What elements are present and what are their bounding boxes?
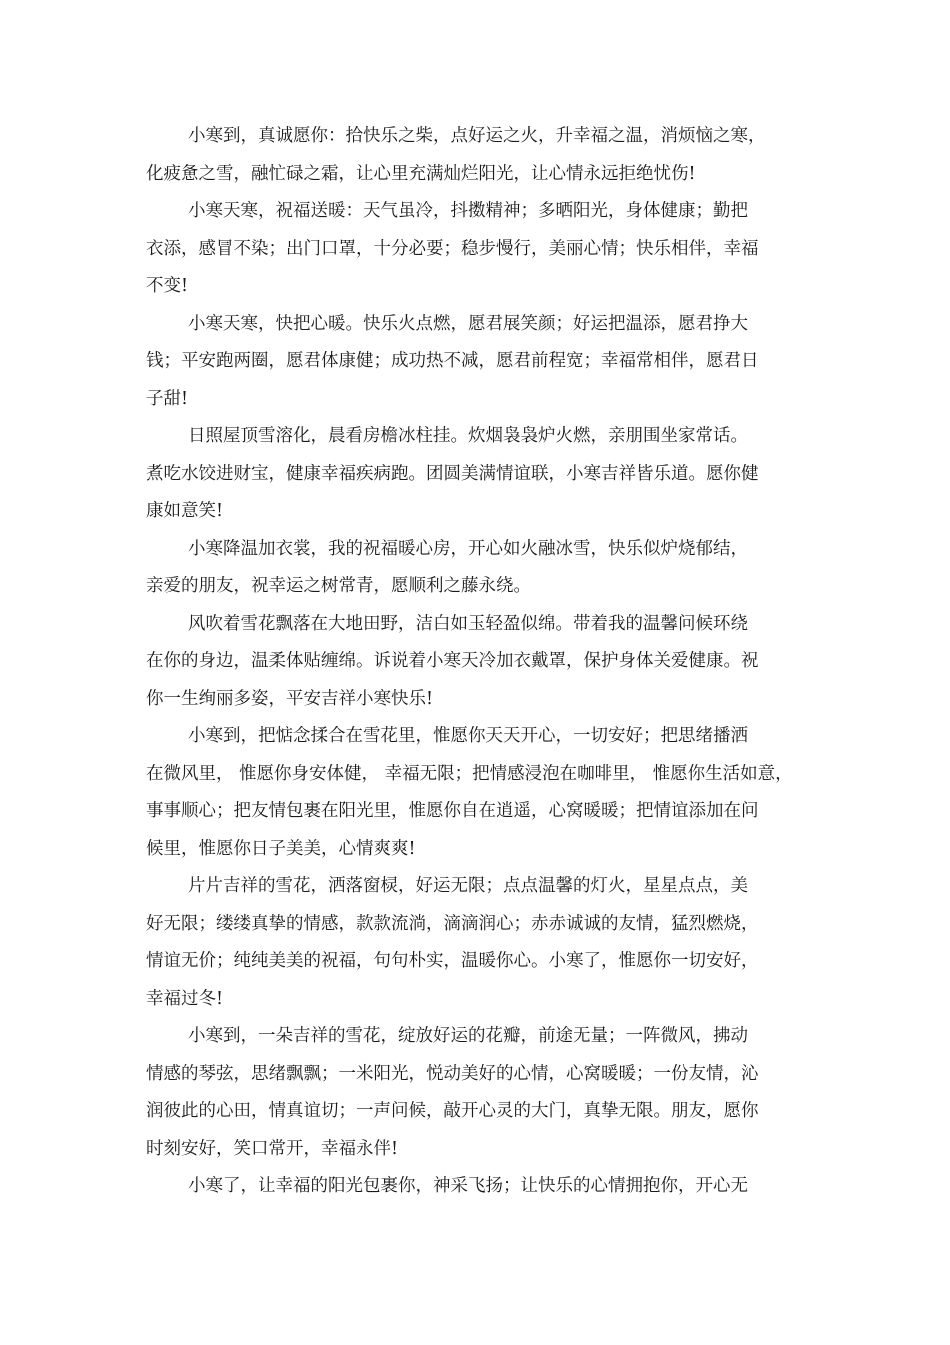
paragraph-3 (146, 306, 806, 419)
paragraph-7 (146, 718, 806, 868)
text-line: 小寒天寒，祝福送暖：天气虽冷，抖擞精神；多晒阳光，身体健康；勤把 (188, 201, 748, 221)
text-line: 情感的琴弦，思绪飘飘；一米阳光，悦动美好的心情，心窝暖暖；一份友情，沁 (146, 1063, 759, 1084)
text-line: 事事顺心；把友情包裹在阳光里，惟愿你自在逍遥，心窝暖暖；把情谊添加在问 (146, 801, 759, 821)
text-line: 日照屋顶雪溶化，晨看房檐冰柱挂。炊烟袅袅炉火燃，亲朋围坐家常话。 (188, 426, 748, 446)
text-line: 时刻安好，笑口常开，幸福永伴! (146, 1138, 399, 1159)
paragraph-4 (146, 418, 806, 531)
text-line: 煮吃水饺进财宝，健康幸福疾病跑。团圆美满情谊联，小寒吉祥皆乐道。愿你健 (146, 463, 759, 484)
text-line: 小寒了，让幸福的阳光包裹你，神采飞扬；让快乐的心情拥抱你，开心无 (188, 1176, 748, 1196)
paragraph-2 (146, 193, 806, 306)
text-line: 好无限；缕缕真挚的情感，款款流淌，滴滴润心；赤赤诚诚的友情，猛烈燃烧， (146, 913, 759, 934)
paragraph-10 (146, 1168, 806, 1206)
text-line: 小寒到，真诚愿你：拾快乐之柴，点好运之火，升幸福之温，消烦恼之寒， (188, 126, 766, 146)
text-line: 候里，惟愿你日子美美，心情爽爽! (146, 838, 416, 859)
body-text (146, 118, 806, 1206)
text-line: 在你的身边，温柔体贴缠绵。诉说着小寒天冷加衣戴罩，保护身体关爱健康。祝 (146, 651, 759, 671)
text-line: 钱；平安跑两圈，愿君体康健；成功热不减，愿君前程宽；幸福常相伴，愿君日 (146, 351, 759, 371)
text-line: 片片吉祥的雪花，洒落窗棂，好运无限；点点温馨的灯火，星星点点，美 (188, 876, 748, 896)
paragraph-5 (146, 531, 806, 606)
text-line: 小寒降温加衣裳，我的祝福暖心房，开心如火融冰雪，快乐似炉烧郁结， (188, 538, 748, 559)
text-line: 幸福过冬! (146, 988, 224, 1009)
text-line: 情谊无价；纯纯美美的祝福，句句朴实，温暖你心。小寒了，惟愿你一切安好， (146, 951, 759, 971)
text-line: 你一生绚丽多姿，平安吉祥小寒快乐! (146, 688, 434, 709)
text-line: 小寒到，把惦念揉合在雪花里，惟愿你天天开心，一切安好；把思绪播洒 (188, 726, 748, 746)
text-line: 康如意笑! (146, 501, 224, 521)
text-line: 小寒到，一朵吉祥的雪花，绽放好运的花瓣，前途无量；一阵微风，拂动 (188, 1026, 748, 1046)
paragraph-8 (146, 868, 806, 1018)
paragraph-6 (146, 606, 806, 719)
text-line: 不变! (146, 276, 189, 296)
paragraph-1 (146, 118, 806, 193)
text-line: 衣添，感冒不染；出门口罩，十分必要；稳步慢行，美丽心情；快乐相伴，幸福 (146, 238, 759, 259)
text-line: 在微风里， 惟愿你身安体健， 幸福无限；把情感浸泡在咖啡里， 惟愿你生活如意， (146, 763, 793, 784)
paragraph-9 (146, 1018, 806, 1168)
text-line: 子甜! (146, 388, 189, 409)
text-line: 小寒天寒，快把心暖。快乐火点燃，愿君展笑颜；好运把温添，愿君挣大 (188, 313, 748, 334)
text-line: 化疲惫之雪，融忙碌之霜，让心里充满灿烂阳光，让心情永远拒绝忧伤! (146, 163, 696, 184)
text-line: 风吹着雪花飘落在大地田野，洁白如玉轻盈似绵。带着我的温馨问候环绕 (188, 613, 748, 634)
text-line: 亲爱的朋友，祝幸运之树常青，愿顺利之藤永绕。 (146, 576, 531, 596)
text-line: 润彼此的心田，情真谊切；一声问候，敲开心灵的大门，真挚无限。朋友，愿你 (146, 1101, 759, 1121)
